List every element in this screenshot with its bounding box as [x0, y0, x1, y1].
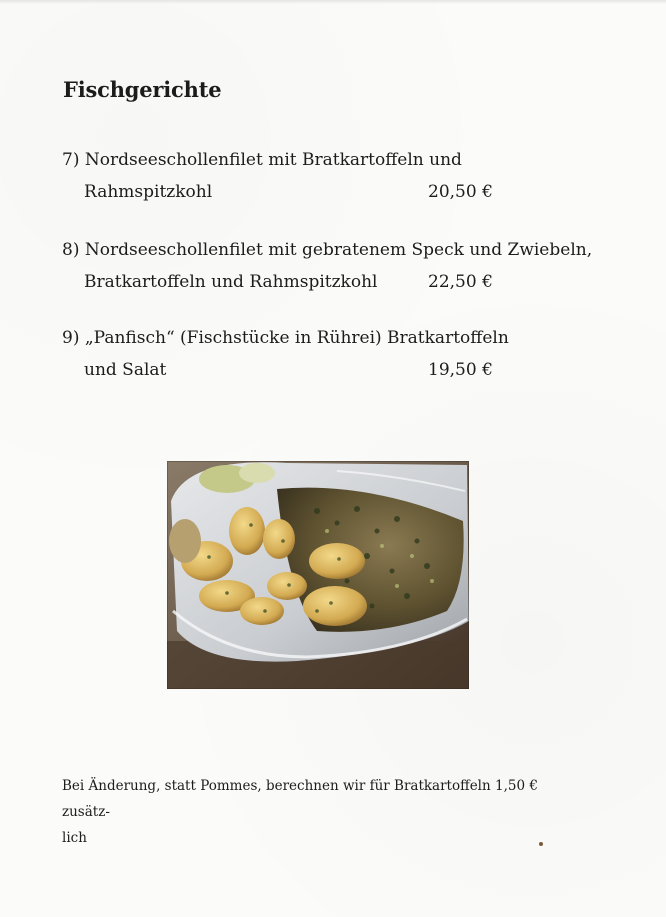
surcharge-note — [62, 773, 562, 851]
menu-item-line — [62, 322, 582, 354]
dish-photo — [167, 461, 469, 689]
menu-item-line — [62, 144, 582, 176]
item-description: Nordseeschollenfilet mit Bratkartoffeln und — [84, 150, 462, 170]
menu-item-line — [62, 234, 593, 266]
menu-item-8 — [62, 234, 593, 298]
speck-mark — [539, 842, 543, 846]
item-description-cont: Bratkartoffeln und Rahmspitzkohl — [84, 272, 378, 292]
item-description-cont: Rahmspitzkohl — [84, 182, 213, 202]
menu-item-9 — [62, 322, 582, 386]
note-line: Bei Änderung, statt Pommes, berechnen wir für Bratkartoffeln 1,50 € zusätz- — [62, 778, 538, 820]
menu-item-7 — [62, 144, 582, 208]
item-price: 22,50 € — [428, 272, 493, 292]
item-number: 8) — [62, 240, 80, 260]
item-description: „Panfisch“ (Fischstücke in Rührei) Bratkartoffeln — [84, 328, 509, 348]
page-top-edge — [0, 0, 666, 4]
item-description-cont: und Salat — [84, 360, 167, 380]
note-line: lich — [62, 830, 87, 846]
section-heading: Fischgerichte — [63, 77, 222, 102]
item-price: 20,50 € — [428, 182, 493, 202]
menu-item-line — [62, 176, 582, 208]
menu-item-line — [62, 266, 582, 298]
item-price: 19,50 € — [428, 360, 493, 380]
item-number: 7) — [62, 150, 80, 170]
item-description: Nordseeschollenfilet mit gebratenem Speck und Zwiebeln, — [84, 240, 593, 260]
menu-item-line — [62, 354, 582, 386]
item-number: 9) — [62, 328, 80, 348]
